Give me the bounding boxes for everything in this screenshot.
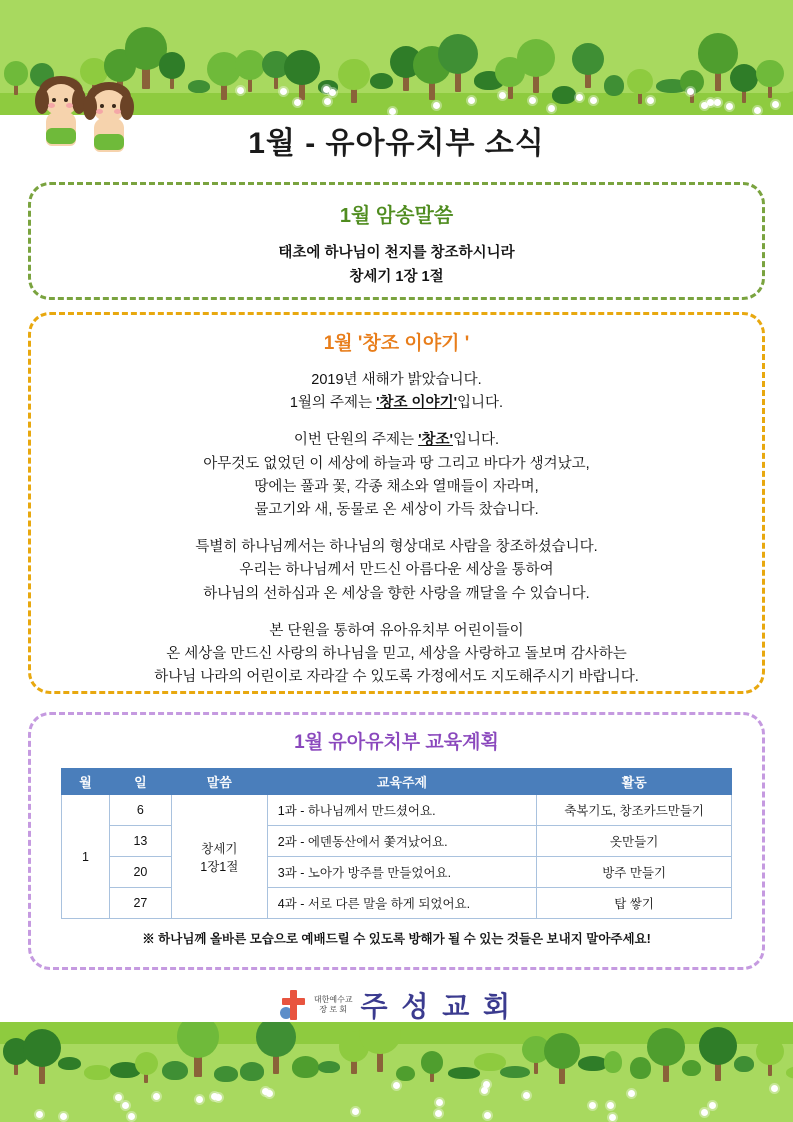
tree-crown — [756, 60, 783, 87]
story-line: 온 세상을 만드신 사랑의 하나님을 믿고, 세상을 사랑하고 돌보며 감사하는 — [166, 645, 627, 662]
page-title: 1월 - 유아유치부 소식 — [248, 127, 545, 160]
cross-vertical — [290, 990, 297, 1020]
flower-icon — [435, 1110, 442, 1117]
tree-crown — [517, 39, 555, 77]
flower-icon — [128, 1113, 135, 1120]
flower-icon — [393, 1082, 400, 1089]
story-line: 우리는 하나님께서 만드신 아름다운 세상을 통하여 — [239, 562, 554, 579]
tree-crown — [421, 1051, 444, 1074]
flower-icon — [153, 1093, 160, 1100]
eye-right — [64, 98, 68, 102]
hair-side-left — [83, 94, 97, 120]
flower-icon — [548, 105, 555, 112]
bottom-decoration-band — [0, 1022, 793, 1122]
flower-icon — [468, 97, 475, 104]
flower-icon — [433, 102, 440, 109]
education-plan-table — [61, 768, 732, 919]
bush-icon — [162, 1061, 188, 1080]
cell-verse-line: 1장1절 — [200, 859, 239, 874]
table-row — [62, 795, 732, 826]
bush-icon — [214, 1066, 238, 1082]
cheek-right — [114, 109, 121, 114]
bush-icon — [292, 1056, 319, 1078]
flower-icon — [687, 88, 694, 95]
cell-day: 20 — [109, 857, 171, 888]
flower-icon — [523, 1092, 530, 1099]
flower-icon — [707, 99, 714, 106]
bush-icon — [84, 1065, 111, 1080]
tree-crown — [4, 61, 29, 86]
church-logo — [0, 985, 793, 1025]
education-plan-box — [28, 712, 765, 970]
tree-crown — [699, 1027, 737, 1065]
monthly-story-body — [31, 369, 762, 689]
flower-icon — [262, 1088, 269, 1095]
emphasis-text: '창조' — [418, 432, 453, 449]
story-line: 특별히 하나님께서는 하나님의 형상대로 사람을 창조하셨습니다. — [195, 539, 598, 556]
story-line: 2019년 새해가 밝았습니다. — [311, 372, 482, 388]
cell-verse-line: 창세기 — [201, 841, 238, 856]
cross-icon — [280, 990, 306, 1020]
flower-icon — [237, 87, 244, 94]
bush-icon — [682, 1060, 701, 1076]
flower-icon — [771, 1085, 778, 1092]
tree-crown — [627, 69, 653, 95]
eye-left — [100, 104, 104, 108]
flower-icon — [499, 92, 506, 99]
denomination-line-1: 대한예수교 — [313, 995, 353, 1004]
memory-verse-line-1: 태초에 하나님이 천지를 창조하시니라 — [278, 245, 515, 261]
cell-activity: 축복기도, 창조카드만들기 — [537, 795, 732, 826]
cell-activity: 탑 쌓기 — [537, 888, 732, 919]
cell-verse — [171, 795, 267, 919]
cell-activity: 방주 만들기 — [537, 857, 732, 888]
cell-activity: 옷만들기 — [537, 826, 732, 857]
flower-icon — [701, 1109, 708, 1116]
flower-icon — [483, 1081, 490, 1088]
tree-crown — [572, 43, 604, 75]
table-header-row — [62, 769, 732, 795]
story-paragraph — [31, 620, 762, 690]
flower-icon — [352, 1108, 359, 1115]
bush-icon — [188, 80, 210, 93]
education-plan-heading: 1월 유아유치부 교육계획 — [294, 732, 499, 753]
bush-icon — [604, 75, 624, 96]
bush-icon — [448, 1067, 480, 1079]
tree-crown — [698, 33, 738, 73]
flower-icon — [709, 1102, 716, 1109]
plan-note: ※ 하나님께 올바른 모습으로 예배드릴 수 있도록 방해가 될 수 있는 것들은 보내지 말아주세요! — [142, 932, 651, 946]
column-header-topic: 교육주제 — [267, 769, 537, 795]
column-header-verse: 말씀 — [171, 769, 267, 795]
table-row — [62, 826, 732, 857]
eye-right — [112, 104, 116, 108]
story-line: 물고기와 새, 동물로 온 세상이 가득 찼습니다. — [254, 501, 539, 518]
cross-horizontal — [282, 998, 305, 1005]
bush-icon — [552, 86, 576, 104]
story-line: 땅에는 풀과 꽃, 각종 채소와 열매들이 자라며, — [254, 478, 539, 495]
denomination-line-2: 장 로 회 — [319, 1005, 348, 1014]
flower-icon — [122, 1102, 129, 1109]
flower-icon — [60, 1113, 67, 1120]
story-line: 아무것도 없었던 이 세상에 하늘과 땅 그리고 바다가 생겨났고, — [203, 455, 590, 472]
cell-day: 13 — [109, 826, 171, 857]
flower-icon — [589, 1102, 596, 1109]
flower-icon — [484, 1112, 491, 1119]
flower-icon — [436, 1099, 443, 1106]
story-paragraph — [31, 369, 762, 415]
flower-icon — [115, 1094, 122, 1101]
monthly-story-box — [28, 312, 765, 694]
story-paragraph — [31, 536, 762, 606]
flower-icon — [481, 1087, 488, 1094]
story-line: 1월의 주제는 '창조 이야기'입니다. — [289, 395, 504, 412]
bush-icon — [734, 1056, 754, 1072]
story-line: 본 단원을 통하여 유아유치부 어린이들이 — [269, 622, 524, 639]
memory-verse-reference: 창세기 1장 1절 — [349, 268, 444, 285]
table-row — [62, 857, 732, 888]
cheek-left — [96, 109, 103, 114]
flower-icon — [609, 1114, 616, 1121]
cell-day: 27 — [109, 888, 171, 919]
story-line: 하나님의 선하심과 온 세상을 향한 사랑을 깨달을 수 있습니다. — [203, 585, 590, 602]
tree-crown — [544, 1033, 580, 1069]
flower-icon — [389, 108, 396, 115]
hair-side-left — [35, 88, 49, 114]
monthly-story-heading: 1월 '창조 이야기 ' — [323, 333, 470, 354]
story-paragraph — [31, 429, 762, 522]
tree-crown — [647, 1028, 685, 1066]
column-header-day: 일 — [109, 769, 171, 795]
tree-crown — [338, 59, 369, 90]
flower-icon — [701, 102, 708, 109]
flower-icon — [324, 98, 331, 105]
tree-crown — [235, 50, 265, 80]
flower-icon — [628, 1090, 635, 1097]
cell-topic: 2과 - 에덴동산에서 쫓겨났어요. — [267, 826, 537, 857]
memory-verse-heading: 1월 암송말씀 — [339, 205, 454, 227]
story-line: 하나님 나라의 어린이로 자라갈 수 있도록 가정에서도 지도해주시기 바랍니다. — [154, 669, 639, 686]
flower-icon — [647, 97, 654, 104]
cell-month: 1 — [62, 795, 110, 919]
memory-verse-text — [31, 242, 762, 290]
flower-icon — [772, 101, 779, 108]
tree-crown — [159, 52, 185, 78]
cheek-right — [66, 103, 73, 108]
flower-icon — [211, 1093, 218, 1100]
cell-topic: 1과 - 하나님께서 만드셨어요. — [267, 795, 537, 826]
emphasis-text: '창조 이야기' — [376, 395, 458, 412]
flower-icon — [280, 88, 287, 95]
church-name: 주 성 교 회 — [360, 991, 514, 1022]
flower-icon — [726, 103, 733, 110]
column-header-month: 월 — [62, 769, 110, 795]
tree-crown — [284, 50, 319, 85]
column-header-activity: 활동 — [537, 769, 732, 795]
flower-icon — [576, 94, 583, 101]
tree-crown — [730, 64, 758, 92]
cheek-left — [48, 103, 55, 108]
flower-icon — [529, 97, 536, 104]
tree-crown — [135, 1052, 158, 1075]
bush-icon — [318, 1061, 340, 1073]
story-line: 이번 단원의 주제는 '창조'입니다. — [293, 432, 500, 449]
memory-verse-box — [28, 182, 765, 300]
flower-icon — [329, 89, 336, 96]
flower-icon — [590, 97, 597, 104]
eye-left — [52, 98, 56, 102]
tree-crown — [756, 1038, 783, 1065]
flower-icon — [607, 1102, 614, 1109]
table-row — [62, 888, 732, 919]
cell-topic: 3과 - 노아가 방주를 만들었어요. — [267, 857, 537, 888]
flower-icon — [294, 99, 301, 106]
bush-icon — [370, 73, 393, 89]
bush-icon — [58, 1057, 81, 1070]
flower-icon — [754, 107, 761, 114]
bush-icon — [630, 1057, 651, 1079]
bush-icon — [604, 1051, 622, 1073]
flower-icon — [196, 1096, 203, 1103]
denomination-text — [314, 995, 353, 1015]
cell-topic: 4과 - 서로 다른 말을 하게 되었어요. — [267, 888, 537, 919]
flower-icon — [36, 1111, 43, 1118]
cell-day: 6 — [109, 795, 171, 826]
hair-side-right — [120, 94, 134, 120]
flower-icon — [714, 99, 721, 106]
bush-icon — [396, 1066, 415, 1081]
bush-icon — [500, 1066, 530, 1078]
bush-icon — [240, 1062, 264, 1081]
